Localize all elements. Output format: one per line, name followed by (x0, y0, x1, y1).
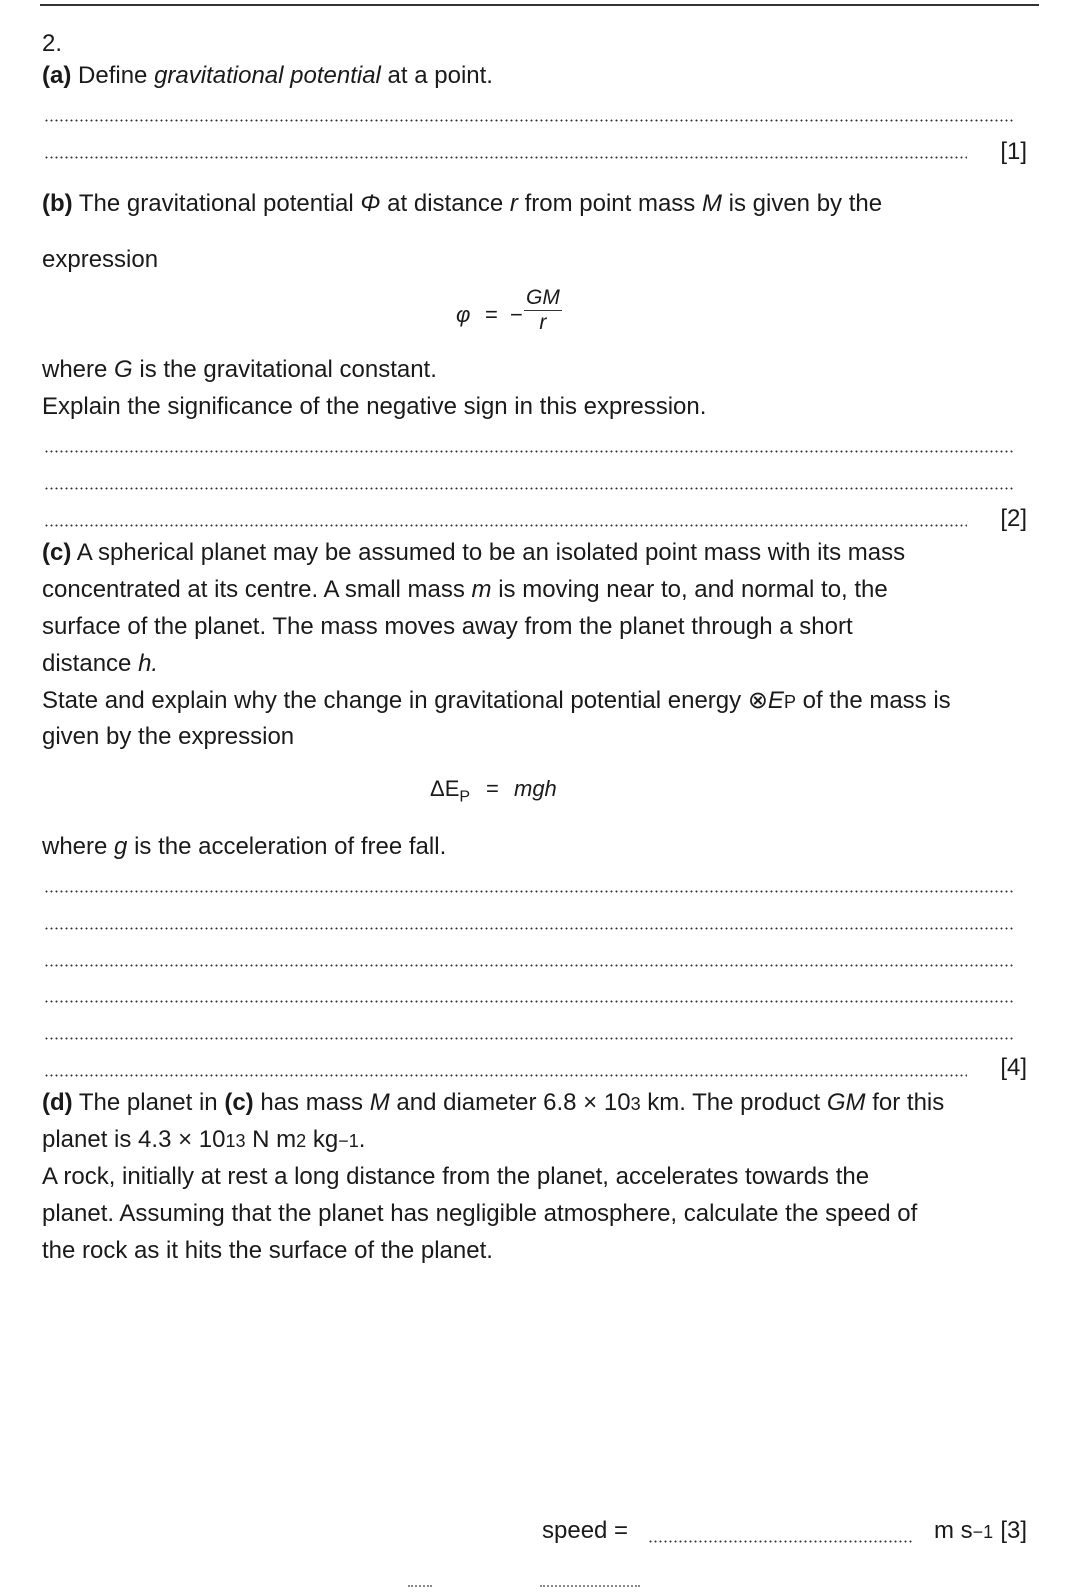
part-a-text-end: at a point. (380, 62, 493, 89)
question-number: 2. (42, 30, 63, 57)
part-b-marks: [2] (1000, 505, 1027, 532)
part-c-line3: surface of the planet. The mass moves away from the planet through a short (42, 613, 853, 640)
var-Ep: E (767, 687, 784, 714)
var-g: g (114, 833, 128, 860)
var-M-d: M (369, 1089, 390, 1116)
part-d-text-1c: and diameter 6.8 × 10 (389, 1089, 631, 1116)
var-m: m (471, 576, 492, 603)
part-d-text-2a: planet is 4.3 × 10 (42, 1126, 226, 1153)
part-c-line6: given by the expression (42, 723, 295, 750)
unit-exponent: −1 (972, 1522, 994, 1542)
part-c-text-4a: distance (42, 650, 139, 677)
part-b-text-b: at distance (380, 190, 510, 217)
var-M: M (701, 190, 722, 217)
delta-symbol: ⊗ (747, 687, 768, 714)
answer-line-c3[interactable] (44, 964, 1015, 967)
equation-b-fraction (524, 286, 562, 335)
part-b-where (42, 356, 437, 384)
speed-answer-field[interactable] (648, 1540, 912, 1543)
answer-line-a2[interactable] (44, 156, 967, 159)
part-c-line2 (42, 576, 888, 604)
equation-c-delta-e: ΔE (430, 776, 460, 801)
part-d-text-2d: . (358, 1126, 366, 1153)
part-c-text-5b: of the mass is (795, 687, 951, 714)
part-b-text-a: The gravitational potential (72, 190, 361, 217)
answer-line-c2[interactable] (44, 927, 1015, 930)
exponent-1: 3 (630, 1094, 641, 1114)
exponent-3: 2 (296, 1131, 307, 1151)
speed-unit (934, 1517, 993, 1546)
part-c-text-1: A spherical planet may be assumed to be an isolated point mass with its mass (71, 539, 906, 566)
answer-line-b1[interactable] (44, 450, 1015, 453)
top-rule (40, 4, 1039, 6)
part-d-line3: A rock, initially at rest a long distance from the planet, accelerates towards the (42, 1163, 870, 1190)
speed-label: speed = (542, 1517, 629, 1544)
part-c-marks: [4] (1000, 1054, 1027, 1081)
part-d-text-1d: km. The product (640, 1089, 827, 1116)
part-b-line1 (42, 190, 882, 218)
part-a-text: Define (71, 62, 155, 89)
part-d-ref: (c) (224, 1089, 254, 1116)
part-c-line5 (42, 687, 951, 716)
part-a-question (42, 62, 493, 90)
equation-b-equals: = (485, 302, 498, 327)
answer-line-c4[interactable] (44, 1000, 1015, 1003)
part-c-text-2b: is moving near to, and normal to, the (491, 576, 888, 603)
part-c-text-2a: concentrated at its centre. A small mass (42, 576, 472, 603)
equation-c-lhs (430, 776, 470, 806)
cropped-text-fragment (540, 1585, 640, 1589)
part-b-explain: Explain the significance of the negative sign in this expression. (42, 393, 707, 420)
part-d-text-1b: has mass (253, 1089, 370, 1116)
answer-line-c6[interactable] (44, 1074, 967, 1077)
exponent-4: −1 (338, 1131, 359, 1151)
part-d-text-1a: The planet in (72, 1089, 225, 1116)
part-d-text-1e: for this (865, 1089, 945, 1116)
part-c-where (42, 833, 446, 861)
part-d-line5: the rock as it hits the surface of the planet. (42, 1237, 493, 1264)
equation-c-equals: = (486, 776, 499, 801)
part-a-term: gravitational potential (154, 62, 381, 89)
part-d-marks: [3] (1000, 1517, 1027, 1544)
part-a-marks: [1] (1000, 138, 1027, 165)
equation-b-lhs: φ (456, 302, 471, 327)
part-d-text-2c: kg (306, 1126, 339, 1153)
exponent-2: 13 (225, 1131, 246, 1151)
part-c-label: (c) (42, 539, 72, 566)
where-c-text-b: is the acceleration of free fall. (127, 833, 447, 860)
answer-line-c1[interactable] (44, 890, 1015, 893)
var-G: G (114, 356, 133, 383)
part-a-label: (a) (42, 62, 72, 89)
unit-ms: m s (934, 1517, 973, 1544)
part-b-label: (b) (42, 190, 73, 217)
part-b-text-c: from point mass (517, 190, 702, 217)
var-r: r (509, 190, 518, 217)
part-d-label: (d) (42, 1089, 73, 1116)
part-b-text-d: is given by the (721, 190, 883, 217)
where-text-b: is the gravitational constant. (132, 356, 437, 383)
part-c-line4 (42, 650, 158, 678)
answer-line-b3[interactable] (44, 524, 967, 527)
part-d-line2 (42, 1126, 365, 1155)
phi-symbol: Φ (360, 190, 381, 217)
answer-line-a1[interactable] (44, 119, 1015, 122)
part-c-text-5a: State and explain why the change in gravitational potential energy (42, 687, 748, 714)
var-GM: GM (826, 1089, 866, 1116)
part-c-line1 (42, 539, 905, 567)
answer-line-c5[interactable] (44, 1037, 1015, 1040)
part-d-text-2b: N m (245, 1126, 297, 1153)
answer-line-b2[interactable] (44, 487, 1015, 490)
where-c-text-a: where (42, 833, 115, 860)
fraction-denominator: r (539, 311, 547, 334)
cropped-text-fragment (408, 1585, 432, 1589)
part-b-line2: expression (42, 246, 159, 273)
equation-c-rhs: mgh (514, 776, 557, 801)
var-Ep-sub: P (783, 692, 796, 712)
part-d-line1 (42, 1089, 944, 1118)
fraction-numerator: GM (526, 286, 560, 309)
equation-c-sub: P (459, 788, 471, 806)
equation-b-minus: − (510, 302, 523, 327)
where-text-a: where (42, 356, 115, 383)
var-h: h. (138, 650, 159, 677)
part-d-line4: planet. Assuming that the planet has negligible atmosphere, calculate the speed of (42, 1200, 918, 1227)
